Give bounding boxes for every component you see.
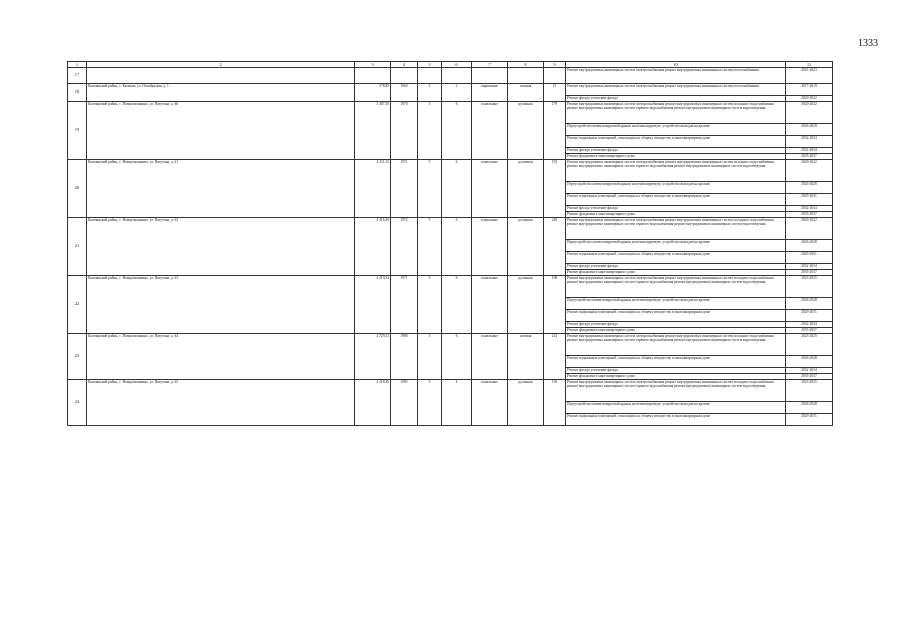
cell-period: 2023-2025 [786, 276, 833, 298]
cell-period: 2017-2019 [786, 84, 833, 96]
cell-wall: панельные [472, 334, 508, 380]
cell-entrances: 6 [442, 218, 472, 276]
cell-work-type: Переустройство невентилируемой крыши на вентилируемую, устройство выходов на кровлю [566, 402, 786, 414]
cell-work-type: Ремонт фасада утепление фасада [566, 264, 786, 270]
cell-area: 4 419,52 [355, 276, 391, 334]
table-row [68, 102, 833, 124]
cell-year [391, 68, 418, 84]
cell-work-type: Ремонт подвальных помещений, относящихся к общему имуществу в многоквартирном доме [566, 310, 786, 322]
cell-year: 1970 [391, 102, 418, 160]
cell-period: 2026-2028 [786, 298, 833, 310]
cell-work-type: Ремонт подвальных помещений, относящихся к общему имуществу в многоквартирном доме [566, 252, 786, 264]
cell-address: Кытманский район, с. Новоромашкино, ул. Ватутина, д. 63 [87, 276, 355, 334]
row-number: 23 [68, 334, 87, 380]
cell-work-type: Ремонт фасада утепление фасада [566, 148, 786, 154]
cell-entrances: 6 [442, 160, 472, 218]
cell-work-type: Ремонт внутридомовых инженерных систем электроснабжения ремонт внутридомовых инженерных систем холодного водоснабжения ремонт внутридомовых инженерных систем горячего водоснабжения ремонт внутридомовых инженерных систем водоотведения [566, 276, 786, 298]
cell-address: Кытманский район, с. Новоромашкино, ул. Ватутина, д. 60 [87, 102, 355, 160]
cell-floors: 5 [418, 218, 442, 276]
cell-entrances: 6 [442, 276, 472, 334]
cell-work-type: Ремонт подвальных помещений, относящихся к общему имуществу в многоквартирном доме [566, 356, 786, 368]
cell-work-type: Переустройство невентилируемой крыши на вентилируемую, устройство выходов на кровлю [566, 240, 786, 252]
cell-work-type: Ремонт фундамента многоквартирного дома [566, 270, 786, 276]
column-number: 4 [391, 62, 418, 68]
cell-year: 1960 [391, 84, 418, 102]
cell-work-type: Ремонт внутридомовых инженерных систем электроснабжения ремонт внутридомовых инженерных систем теплоснабжения [566, 68, 786, 84]
cell-roof: скатная [508, 84, 544, 102]
cell-roof: рулонная [508, 218, 544, 276]
table-row [68, 160, 833, 182]
cell-period: 2029-2031 [786, 414, 833, 426]
cell-period: 2032-2034 [786, 322, 833, 328]
cell-period: 2032-2034 [786, 368, 833, 374]
cell-entrances: 6 [442, 334, 472, 380]
table-row [68, 334, 833, 356]
cell-wall: панельные [472, 218, 508, 276]
cell-period: 2020-2022 [786, 218, 833, 240]
cell-period: 2026-2028 [786, 182, 833, 194]
column-number: 1 [68, 62, 87, 68]
cell-period: 2032-2034 [786, 264, 833, 270]
cell-address: Кытманский район, с. Катмыш, ул. Октябрьская, д. 1 [87, 84, 355, 102]
cell-year: 1971 [391, 276, 418, 334]
column-number: 3 [355, 62, 391, 68]
cell-work-type: Ремонт подвальных помещений, относящихся к общему имуществу в многоквартирном доме [566, 414, 786, 426]
cell-period: 2035-2037 [786, 212, 833, 218]
column-number: 2 [87, 62, 355, 68]
cell-floors: 2 [418, 84, 442, 102]
capital-repair-table [67, 61, 833, 426]
page-number: 1333 [858, 38, 878, 49]
cell-residents: 179 [544, 102, 566, 160]
cell-floors: 5 [418, 102, 442, 160]
cell-work-type: Ремонт фасада утепление фасада [566, 322, 786, 328]
cell-work-type: Ремонт фундамента многоквартирного дома [566, 212, 786, 218]
table-row [68, 84, 833, 96]
cell-wall: кирпичные [472, 84, 508, 102]
cell-roof: рулонная [508, 276, 544, 334]
cell-period: 2032-2034 [786, 136, 833, 148]
cell-period: 2035-2037 [786, 328, 833, 334]
column-number: 10 [566, 62, 786, 68]
table-row [68, 276, 833, 298]
table-body [68, 62, 833, 426]
cell-work-type: Ремонт подвальных помещений, относящихся к общему имуществу в многоквартирном доме [566, 194, 786, 206]
cell-year: 1972 [391, 218, 418, 276]
cell-work-type: Ремонт фундамента многоквартирного дома [566, 328, 786, 334]
row-number: 21 [68, 218, 87, 276]
cell-work-type: Ремонт внутридомовых инженерных систем электроснабжения ремонт внутридомовых инженерных систем теплоснабжения [566, 84, 786, 96]
cell-period: 2020-2022 [786, 102, 833, 124]
cell-period: 2032-2034 [786, 206, 833, 212]
cell-year: 1971 [391, 160, 418, 218]
column-number: 9 [544, 62, 566, 68]
cell-year: 1980 [391, 334, 418, 380]
cell-work-type: Переустройство невентилируемой крыши на вентилируемую, устройство выходов на кровлю [566, 182, 786, 194]
cell-area: 378,80 [355, 84, 391, 102]
cell-entrances [442, 68, 472, 84]
row-number: 17 [68, 68, 87, 84]
cell-address: Кытманский район, с. Новоромашкино, ул. Ватутина, д. 61 [87, 160, 355, 218]
row-number: 22 [68, 276, 87, 334]
cell-period: 2029-2031 [786, 310, 833, 322]
cell-roof: рулонная [508, 380, 544, 426]
row-number: 24 [68, 380, 87, 426]
cell-address: Кытманский район, с. Новоромашкино, ул. Ватутина, д. 65 [87, 380, 355, 426]
cell-area: 4 416,50 [355, 218, 391, 276]
cell-work-type: Ремонт подвальных помещений, относящихся к общему имуществу в многоквартирном доме [566, 136, 786, 148]
cell-floors [418, 68, 442, 84]
cell-entrances: 4 [442, 380, 472, 426]
cell-period: 2026-2028 [786, 402, 833, 414]
cell-period: 2035-2037 [786, 154, 833, 160]
cell-period: 2023-2025 [786, 380, 833, 402]
cell-wall [472, 68, 508, 84]
cell-period: 2023-2025 [786, 334, 833, 356]
cell-work-type: Ремонт внутридомовых инженерных систем электроснабжения ремонт внутридомовых инженерных систем холодного водоснабжения ремонт внутридомовых инженерных систем горячего водоснабжения ремонт внутридомовых инженерных систем водоотведения [566, 334, 786, 356]
cell-entrances: 6 [442, 102, 472, 160]
cell-work-type: Ремонт фасада утепление фасада [566, 206, 786, 212]
table-row [68, 68, 833, 84]
cell-area: 3 487,50 [355, 102, 391, 160]
cell-residents: 15 [544, 84, 566, 102]
cell-work-type: Ремонт фундамента многоквартирного дома [566, 154, 786, 160]
cell-wall: панельные [472, 380, 508, 426]
cell-address: Кытманский район, с. Новоромашкино, ул. Ватутина, д. 64 [87, 334, 355, 380]
cell-residents [544, 68, 566, 84]
cell-wall: панельные [472, 160, 508, 218]
cell-residents: 190 [544, 276, 566, 334]
table-row [68, 380, 833, 402]
cell-residents: 214 [544, 334, 566, 380]
cell-work-type: Ремонт внутридомовых инженерных систем электроснабжения ремонт внутридомовых инженерных систем холодного водоснабжения ремонт внутридомовых инженерных систем горячего водоснабжения ремонт внутридомовых инженерных систем водоотведения [566, 102, 786, 124]
cell-residents: 240 [544, 218, 566, 276]
cell-work-type: Ремонт внутридомовых инженерных систем электроснабжения ремонт внутридомовых инженерных систем холодного водоснабжения ремонт внутридомовых инженерных систем горячего водоснабжения ремонт внутридомовых инженерных систем водоотведения [566, 218, 786, 240]
cell-period: 2035-2037 [786, 374, 833, 380]
cell-period: 2026-2028 [786, 356, 833, 368]
cell-period: 2020-2022 [786, 96, 833, 102]
cell-area [355, 68, 391, 84]
cell-roof [508, 68, 544, 84]
cell-roof: рулонная [508, 102, 544, 160]
table-row [68, 218, 833, 240]
cell-period: 2029-2031 [786, 194, 833, 206]
cell-floors: 5 [418, 160, 442, 218]
row-number: 18 [68, 84, 87, 102]
cell-period: 2035-2037 [786, 270, 833, 276]
cell-residents: 150 [544, 380, 566, 426]
column-number: 6 [442, 62, 472, 68]
cell-work-type: Ремонт внутридомовых инженерных систем электроснабжения ремонт внутридомовых инженерных систем холодного водоснабжения ремонт внутридомовых инженерных систем горячего водоснабжения ремонт внутридомовых инженерных систем водоотведения [566, 380, 786, 402]
cell-floors: 5 [418, 380, 442, 426]
cell-wall: панельные [472, 102, 508, 160]
cell-roof: рулонная [508, 160, 544, 218]
cell-work-type: Ремонт фасада утепление фасада [566, 96, 786, 102]
cell-period: 2021-2023 [786, 68, 833, 84]
column-number: 5 [418, 62, 442, 68]
cell-roof: скатная [508, 334, 544, 380]
cell-address: Кытманский район, с. Новоромашкино, ул. Ватутина, д. 62 [87, 218, 355, 276]
cell-work-type: Ремонт внутридомовых инженерных систем электроснабжения ремонт внутридомовых инженерных систем холодного водоснабжения ремонт внутридомовых инженерных систем горячего водоснабжения ремонт внутридомовых инженерных систем водоотведения [566, 160, 786, 182]
column-number: 8 [508, 62, 544, 68]
cell-floors: 5 [418, 334, 442, 380]
cell-address [87, 68, 355, 84]
cell-period: 2026-2029 [786, 124, 833, 136]
cell-period: 2020-2022 [786, 160, 833, 182]
cell-area: 4 311,32 [355, 160, 391, 218]
column-number: 7 [472, 62, 508, 68]
cell-work-type: Ремонт фундамента многоквартирного дома [566, 374, 786, 380]
cell-area: 4 418,36 [355, 380, 391, 426]
cell-residents: 193 [544, 160, 566, 218]
cell-period: 2032-2034 [786, 148, 833, 154]
cell-wall: панельные [472, 276, 508, 334]
cell-work-type: Ремонт фасада утепление фасада [566, 368, 786, 374]
cell-period: 2029-2031 [786, 252, 833, 264]
cell-entrances: 2 [442, 84, 472, 102]
cell-work-type: Переустройство невентилируемой крыши на вентилируемую, устройство выходов на кровлю [566, 298, 786, 310]
cell-period: 2026-2028 [786, 240, 833, 252]
cell-year: 1983 [391, 380, 418, 426]
cell-work-type: Переустройство невентилируемой крыши на вентилируемую, устройство выходов на кровлю [566, 124, 786, 136]
column-number: 11 [786, 62, 833, 68]
row-number: 20 [68, 160, 87, 218]
cell-floors: 5 [418, 276, 442, 334]
row-number: 19 [68, 102, 87, 160]
cell-area: 4 729,53 [355, 334, 391, 380]
